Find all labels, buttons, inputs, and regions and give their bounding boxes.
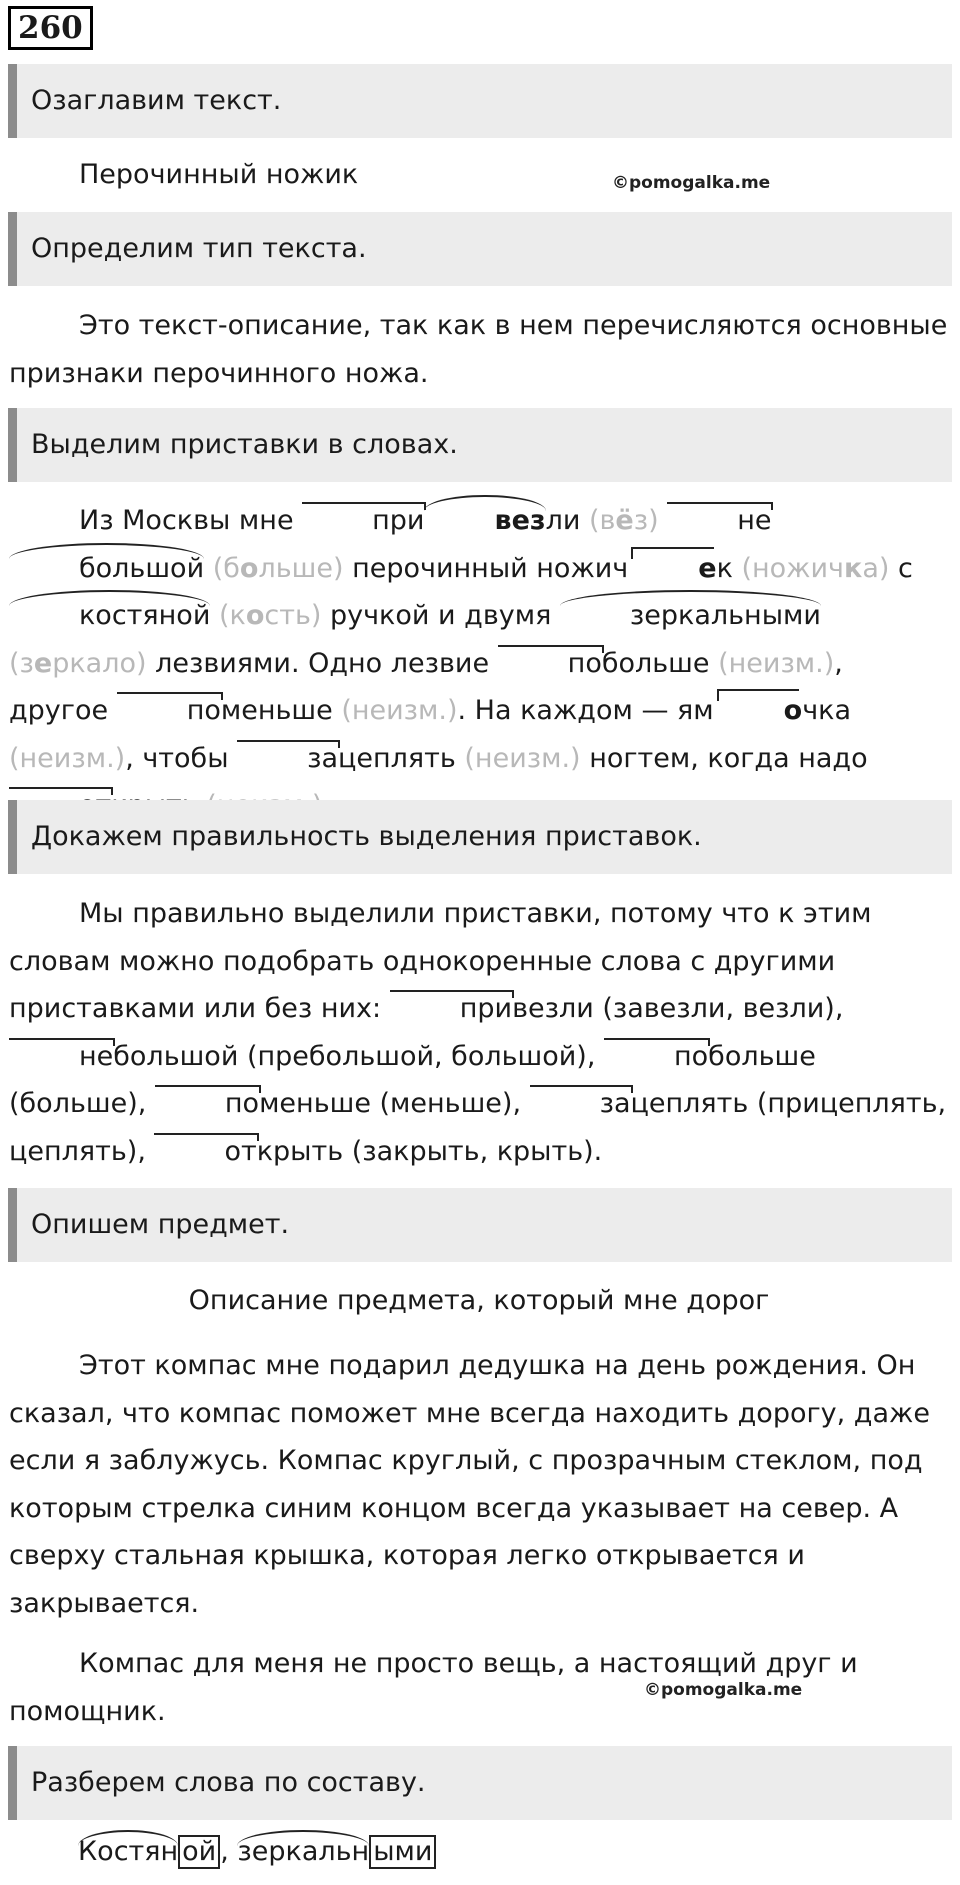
root-mark: костяной (9, 592, 210, 640)
section-header-title: Озаглавим текст. (8, 64, 952, 138)
watermark: ©pomogalka.me (612, 173, 771, 193)
prefix-mark: по (498, 640, 602, 688)
root-mark: большой (9, 545, 204, 593)
section-header-prefixes: Выделим приставки в словах. (8, 408, 952, 482)
prefix-analysis-paragraph: Из Москвы мне при везли (вёз) небольшой (больше) перочинный ножич ек (ножичка) с костяной (кость) ручкой и двумя зеркальными (зеркало) лезвиями. Одно лезвие побольше (неизм.), другое поменьше (неизм.). На каждом — ям очка (неизм.), чтобы зацеплять (неизм.) ногтем, когда надо (9, 497, 949, 830)
morpheme-words: Костян ой , зеркальн ыми (78, 1832, 960, 1872)
suffix-mark: о (714, 687, 803, 735)
root-mark: вез (424, 497, 545, 545)
prefix-mark: при (302, 497, 424, 545)
ending-box: ой (178, 1835, 220, 1869)
section-header-morphemes: Разберем слова по составу. (8, 1746, 952, 1820)
prefix-mark: по (117, 687, 221, 735)
ending-box: ыми (369, 1835, 436, 1869)
prefix-mark: не (667, 497, 771, 545)
section-header-type: Определим тип текста. (8, 212, 952, 286)
text-title: Перочинный ножик (79, 159, 359, 190)
suffix-mark: е (628, 545, 716, 593)
root-mark: зеркальн (237, 1832, 369, 1872)
section-header-proof: Докажем правильность выделения приставок. (8, 800, 952, 874)
essay-paragraph-1: Этот компас мне подарил дедушка на день рождения. Он сказал, что компас поможет мне всегда находить дорогу, даже если я заблужусь. Компас круглый, с прозрачным стеклом, под которым стрелка синим концом всегда указывает на север. А сверху стальная крышка, которая легко открывается и закрывается. (9, 1350, 930, 1619)
section-header-describe: Опишем предмет. (8, 1188, 952, 1262)
root-mark: Костян (78, 1832, 178, 1872)
watermark: ©pomogalka.me (644, 1680, 803, 1700)
task-number: 260 (8, 6, 93, 50)
essay-paragraph-2: Компас для меня не просто вещь, а настоящий друг и помощник. (9, 1648, 858, 1727)
proof-paragraph: Мы правильно выделили приставки, потому что к этим словам можно подобрать однокоренные слова с другими приставками или без них: привезли (завезли, везли), небольшой (пребольшой, большой), побольше (больше), поменьше (меньше), зацеплять (прицеплять, цеплять), открыть (закрыть, крыть). (9, 890, 949, 1175)
prefix-mark: за (237, 735, 338, 783)
text-type-answer: Это текст-описание, так как в нем перечисляются основные признаки перочинного ножа. (9, 310, 948, 389)
root-mark: зеркальными (560, 592, 821, 640)
essay-title: Описание предмета, который мне дорог (188, 1285, 770, 1316)
